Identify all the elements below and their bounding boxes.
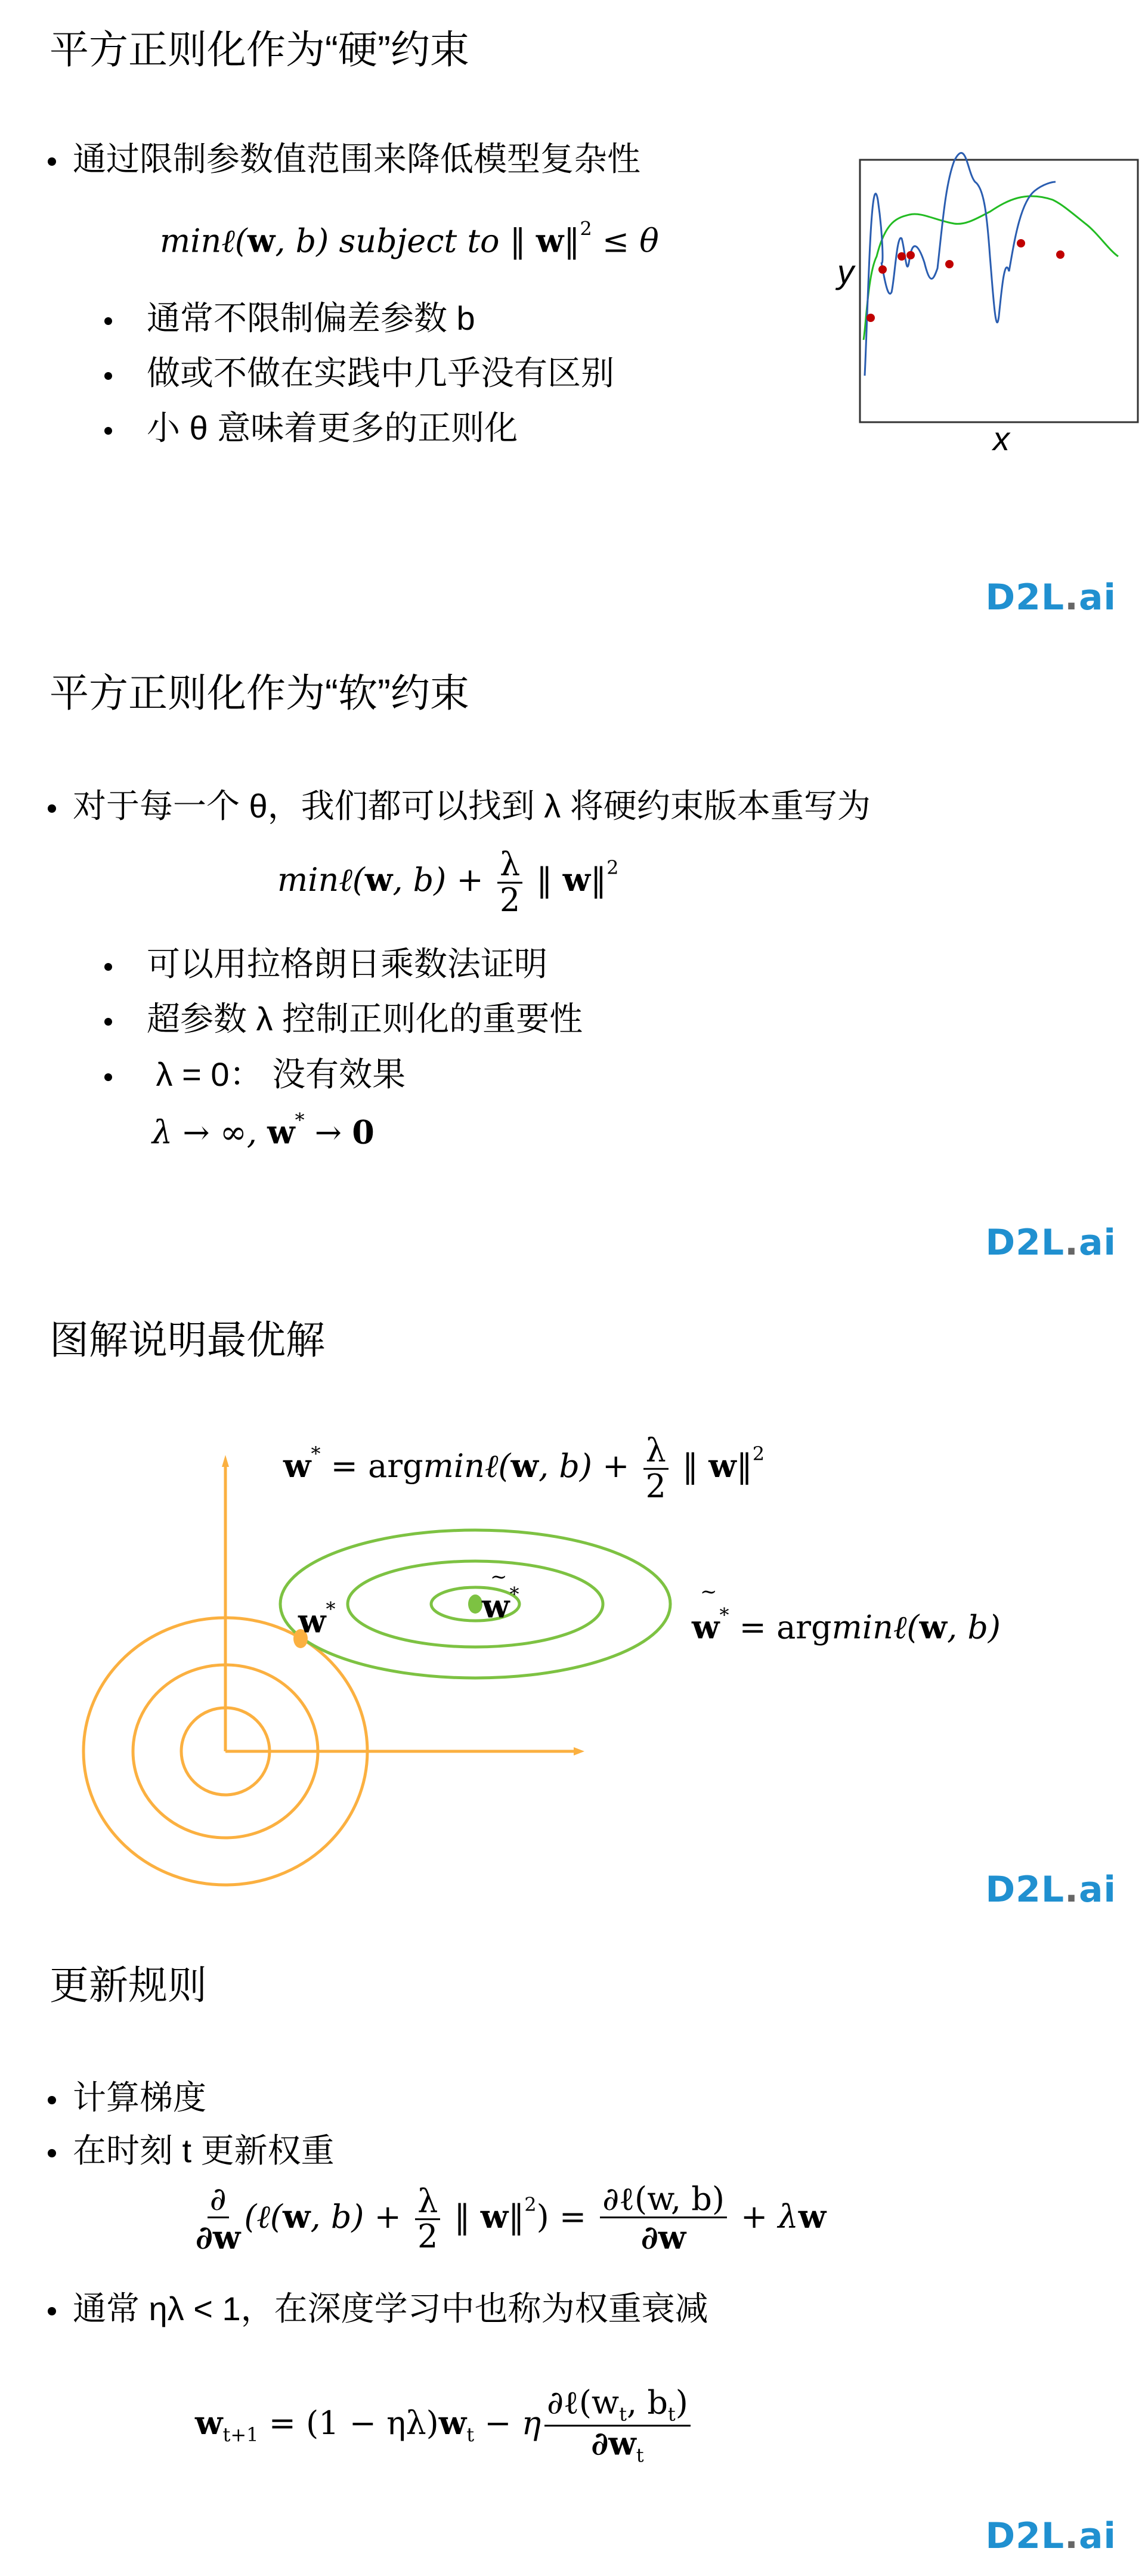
f-b: , b) + [310,2198,412,2236]
f-b: , b) [275,222,329,260]
bullet-dot [104,1073,112,1081]
f-eq: ) = [536,2198,597,2236]
f-w: w [510,1447,539,1485]
label-w-tilde-star [482,1565,519,1626]
slide-title: 更新规则 [49,1963,207,2007]
overfit-curve [865,153,1056,376]
logo-text: D2L [985,577,1065,618]
f-num: ∂ℓ(w, b) [600,2182,727,2218]
f-lambda: λ → ∞, [152,1113,268,1151]
bullet [48,2125,335,2172]
logo-dot: . [1064,577,1079,618]
plot-frame [860,160,1138,422]
slide-title: 平方正则化作为“硬”约束 [49,27,469,72]
bullet-text: 对于每一个 θ，我们都可以找到 λ 将硬约束版本重写为 [73,787,871,825]
bullet-text: 在时刻 t 更新权重 [73,2132,335,2169]
f-fraction [196,2182,240,2256]
formula-regularized-argmin [283,1431,765,1505]
bullet-dot [104,317,112,325]
f-loss: ℓ( [339,861,365,899]
f-num: λ [643,1434,669,1470]
overfitting-plot [835,149,1145,453]
f-zero: 0 [352,1113,375,1151]
f-norm: ‖ [564,222,580,260]
bullet [48,2072,206,2119]
data-point [945,260,954,268]
slide-title: 图解说明最优解 [49,1318,325,1362]
x-axis-arrow [574,1747,584,1755]
f-sq: 2 [606,856,619,879]
subbullet [104,938,547,986]
f-w: w [480,2197,509,2236]
f-norm: ‖ [590,861,607,899]
f-arrow: → [304,1113,352,1151]
f-sq: 2 [580,217,592,240]
f-star: * [326,1597,336,1621]
subbullet [104,1048,406,1096]
f-den: ∂w [196,2218,241,2256]
f-loss: ℓ( [484,1447,511,1485]
f-b: , b) + [392,861,494,899]
f-argmin: = arg [729,1608,832,1646]
formula-gradient [192,2182,826,2256]
subbullet [104,292,475,340]
f-num-part: , b [627,2383,668,2422]
label-w-star [298,1598,336,1640]
f-w: w [798,2197,827,2236]
bullet-dot [104,963,112,971]
f-w: w [438,2404,467,2442]
f-w: w [536,221,564,260]
f-min: min [423,1447,485,1485]
subbullet [104,347,614,395]
bullet-dot [48,2096,56,2104]
d2l-logo [985,1222,1116,1264]
f-w: w [692,1608,720,1646]
bullet-dot [48,2149,56,2157]
bullet-dot [104,1018,112,1026]
f-den-part: ∂w [591,2424,636,2462]
slide-illustration [0,1288,1145,1932]
f-loss: ℓ( [221,222,247,260]
formula-limit [152,1109,375,1151]
d2l-logo [985,2515,1116,2557]
f-le: ≤ θ [592,222,659,260]
bullet-dot [104,372,112,380]
f-w: w [482,1587,510,1626]
f-sub: t [619,2402,627,2426]
f-plus-lambda: + λ [730,2198,799,2236]
slide-hard-constraint [0,0,1145,644]
logo-text: D2L [985,1222,1065,1264]
f-fraction [497,845,522,919]
f-w: w [562,860,591,899]
f-argmin: = arg [320,1447,423,1485]
f-min: min [277,861,339,899]
f-den: 2 [499,881,521,919]
d2l-logo [985,577,1116,618]
f-w: w [919,1608,947,1646]
bullet-text: λ = 0： 没有效果 [147,1055,406,1093]
logo-text: D2L [985,2515,1065,2557]
logo-dot: . [1064,1869,1079,1911]
bullet-text: 小 θ 意味着更多的正则化 [147,409,518,447]
f-fraction [544,2383,691,2466]
f-star: * [719,1603,729,1627]
f-sq: 2 [524,2193,537,2216]
f-den: 2 [645,1467,666,1505]
f-fraction [415,2182,440,2256]
f-norm: ‖ [444,2198,481,2236]
f-norm: ‖ [671,1447,709,1485]
f-min: min [831,1608,893,1646]
f-sub: t [667,2402,676,2426]
f-num: ∂ [208,2182,229,2218]
f-loss: ℓ( [893,1608,920,1646]
data-point [867,314,875,322]
f-norm: ‖ [526,861,563,899]
f-num: λ [415,2185,440,2221]
f-w: w [283,1447,311,1485]
f-star: * [295,1109,305,1132]
f-min: min [160,222,222,260]
data-point [878,265,887,274]
slide-update-rule [0,1932,1145,2576]
bullet-text: 通常 ηλ < 1，在深度学习中也称为权重衰减 [73,2290,708,2327]
subbullet [104,402,518,450]
f-tilde: ~ [490,1565,507,1589]
f-eq: = (1 − ηλ) [258,2404,439,2442]
f-w: w [267,1113,295,1151]
logo-dot: . [1064,1222,1079,1264]
logo-text: D2L [985,1869,1065,1911]
bullet-dot [48,2307,56,2315]
f-sub: t+1 [222,2423,259,2446]
f-sub: t [466,2423,475,2446]
logo-ai: ai [1078,2515,1116,2557]
bullet-text: 做或不做在实践中几乎没有区别 [147,354,614,392]
f-w: w [195,2404,223,2442]
data-point [898,252,906,261]
f-num-part: ∂ℓ(w [547,2383,620,2422]
bullet-dot [48,157,56,166]
f-tilde: ~ [700,1580,717,1604]
logo-dot: . [1064,2515,1079,2557]
f-norm: ‖ [508,2198,525,2236]
f-w: w [708,1447,736,1485]
data-point [906,251,915,259]
bullet-text: 可以用拉格朗日乘数法证明 [147,945,547,983]
subbullet [104,993,583,1041]
f-w: w [298,1602,326,1640]
f-num [544,2383,691,2426]
bullet-dot [104,427,112,435]
f-star: * [509,1583,519,1606]
slide-soft-constraint [0,644,1145,1288]
f-w: w [364,860,393,899]
bullet [48,2283,708,2330]
f-loss: (ℓ( [244,2198,283,2236]
f-fraction [643,1431,669,1505]
f-den: 2 [417,2218,438,2256]
f-b: , b) [946,1608,1001,1646]
formula-unregularized-argmin [692,1580,1001,1646]
f-star: * [311,1442,321,1465]
f-w: w [247,221,276,260]
bullet [48,780,871,828]
y-axis-arrow [222,1455,229,1467]
f-den [589,2426,646,2466]
f-sq: 2 [752,1442,765,1465]
data-point [1056,250,1064,259]
d2l-logo [985,1869,1116,1911]
formula-update [195,2383,694,2466]
bullet-text: 计算梯度 [73,2079,206,2116]
f-b: , b) + [538,1447,640,1485]
bullet-text: 通过限制参数值范围来降低模型复杂性 [73,140,640,178]
f-fraction [600,2182,727,2256]
f-den: ∂w [640,2218,686,2256]
bullet-text: 超参数 λ 控制正则化的重要性 [147,1000,583,1038]
unregularized-optimum-point [468,1594,482,1614]
bullet-dot [48,804,56,813]
formula-soft-constraint [277,845,619,919]
f-num: λ [497,848,522,884]
f-num-part: ) [675,2383,688,2422]
logo-ai: ai [1078,1869,1116,1911]
x-axis-label: x [993,420,1010,453]
f-norm: ‖ [736,1447,753,1485]
bullet-text: 通常不限制偏差参数 b [147,299,475,337]
f-w: w [282,2197,311,2236]
slide-title: 平方正则化作为“软”约束 [49,671,469,715]
data-point [1017,239,1025,247]
logo-ai: ai [1078,1222,1116,1264]
f-sub: t [636,2444,644,2466]
y-axis-label: y [837,253,854,290]
f-subject: subject to ‖ [329,222,536,260]
logo-ai: ai [1078,577,1116,618]
bullet [48,133,640,181]
f-minus-eta: − η [474,2404,541,2442]
formula-hard-constraint [160,218,659,260]
